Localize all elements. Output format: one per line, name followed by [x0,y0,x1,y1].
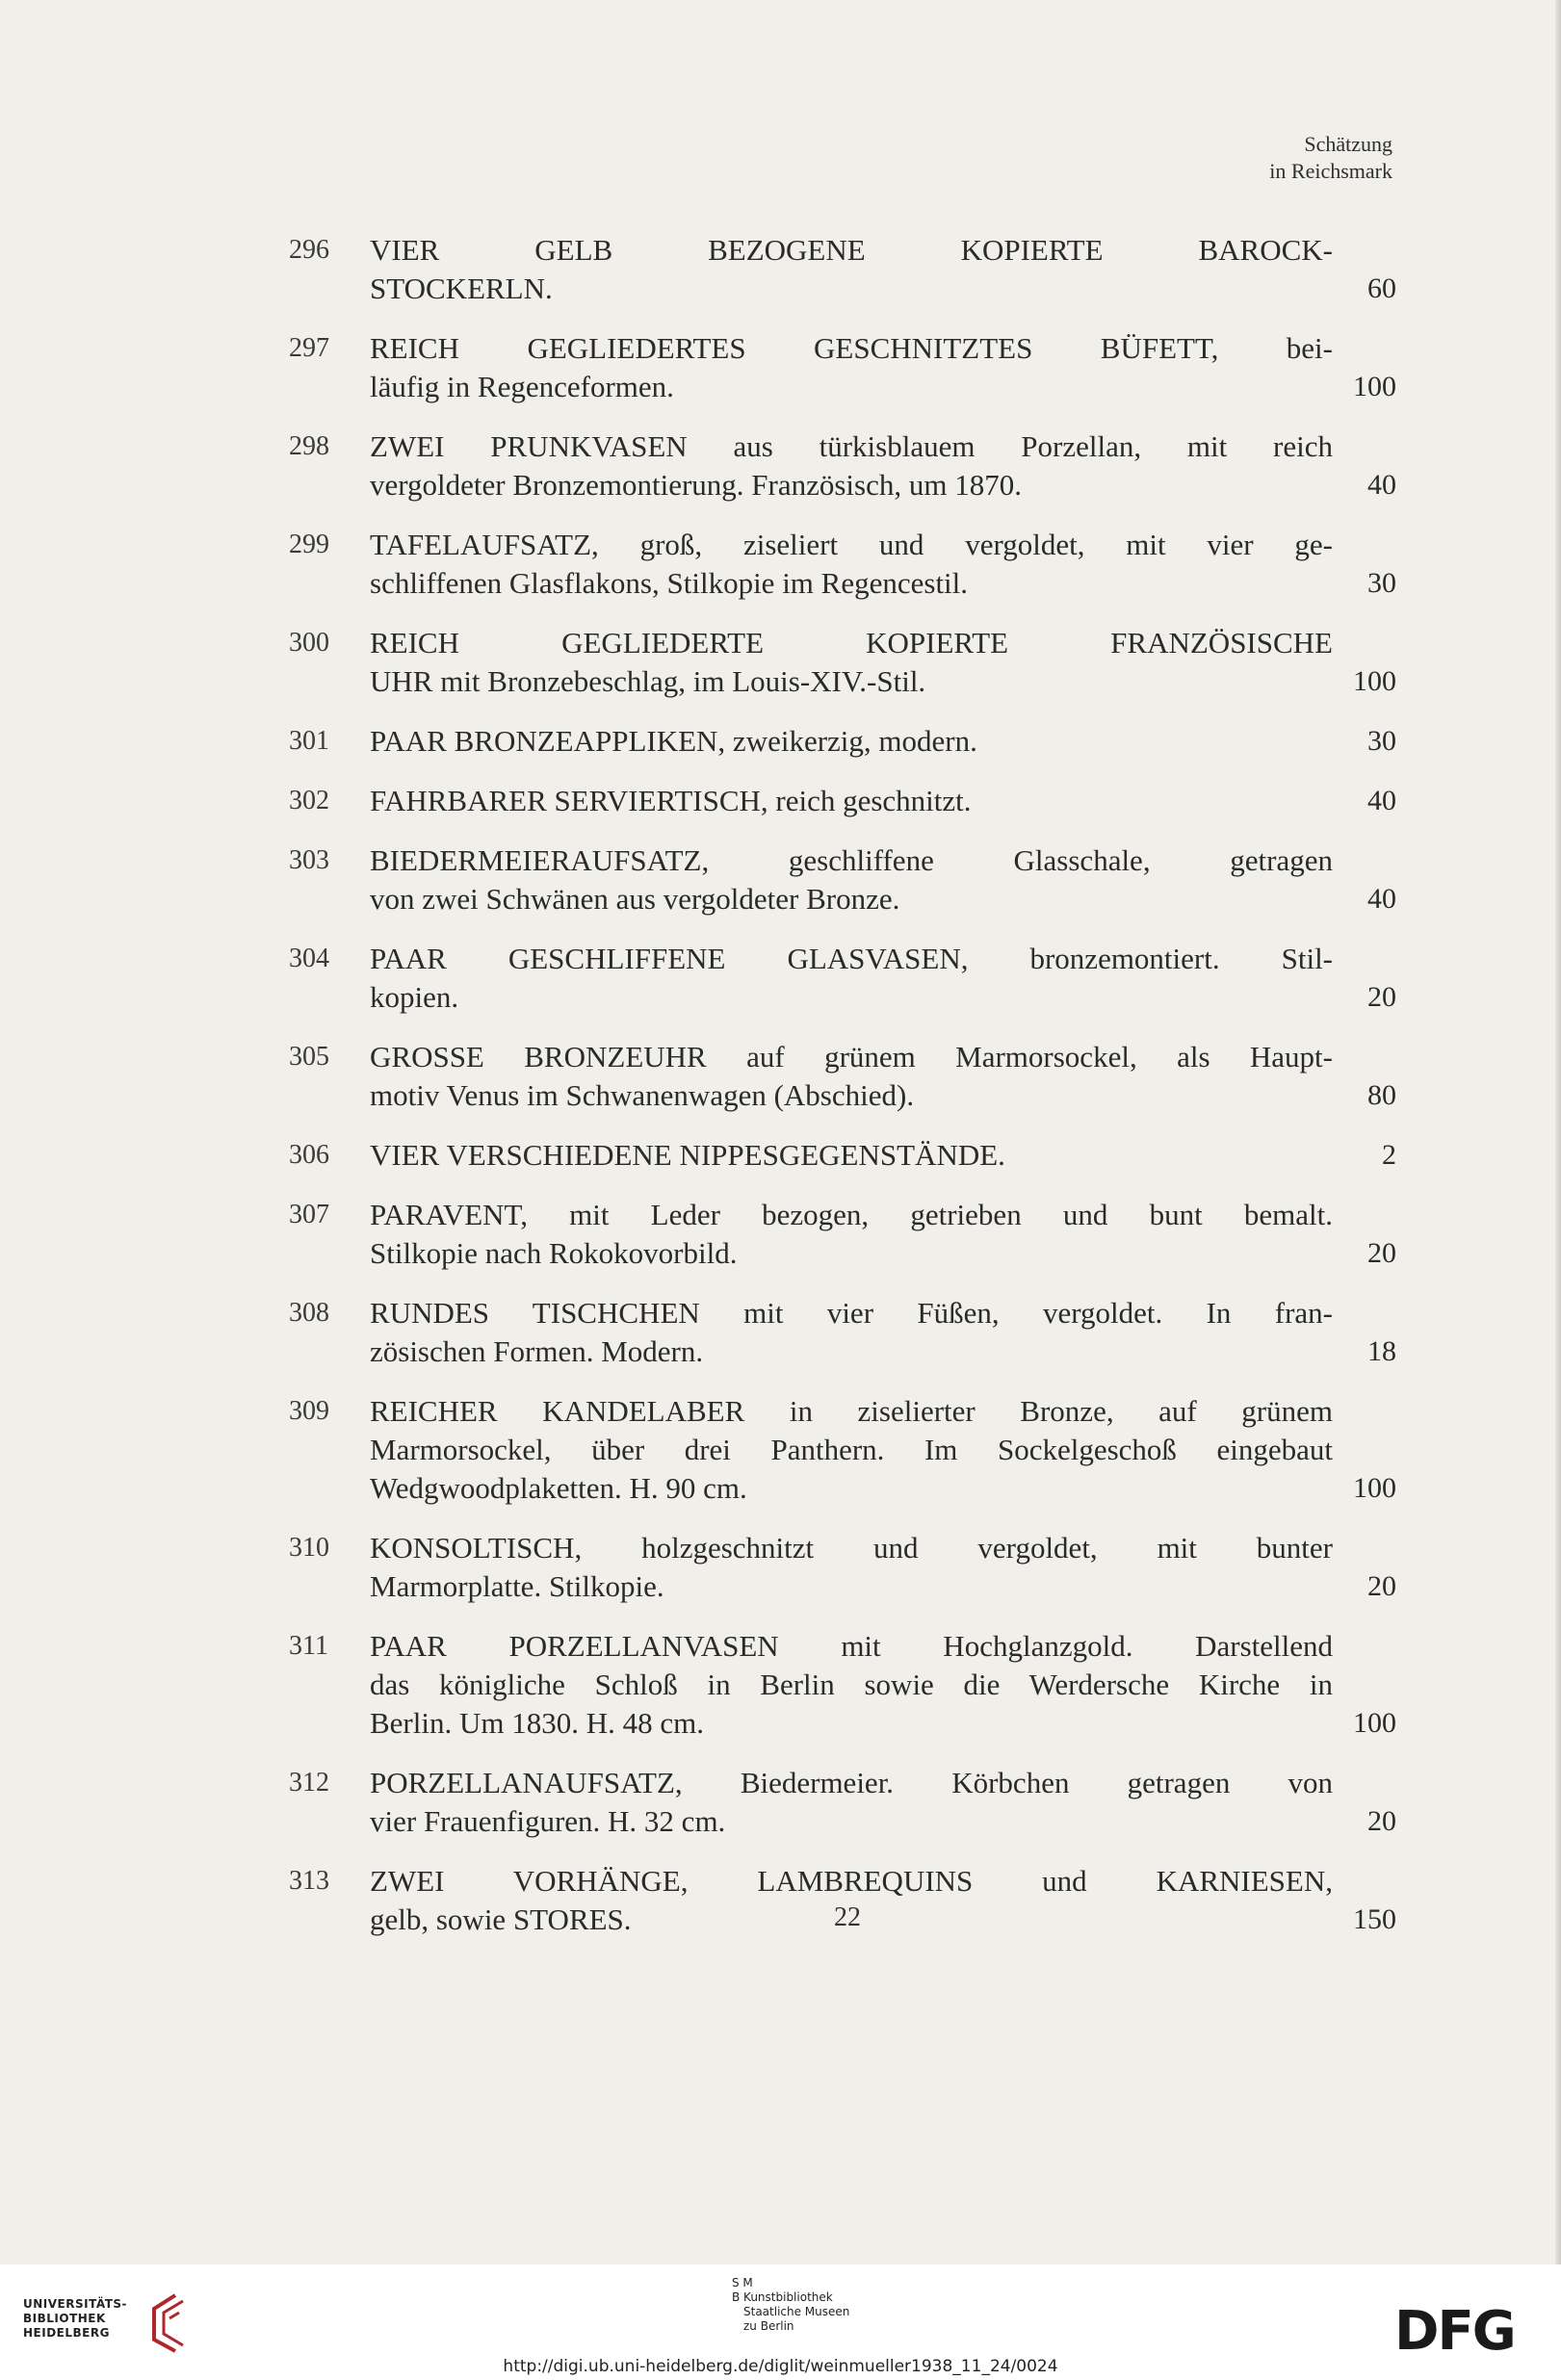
description-line: FAHRBARER SERVIERTISCH, reich geschnitzt. [370,784,972,817]
description-line: vier Frauenfiguren. H. 32 cm. [370,1804,726,1838]
lot-estimate: 60 [1367,272,1396,304]
lot-number: 305 [289,1042,329,1072]
lot-estimate: 30 [1367,725,1396,757]
description-line: das königliche Schloß in Berlin sowie die Werdersche Kirche in [370,1668,1333,1701]
description-line: BIEDERMEIERAUFSATZ, geschliffene Glasschale, getragen [370,843,1333,877]
smb-logo-line: B Kunstbibliothek [732,2290,833,2304]
lot-estimate: 100 [1353,1707,1396,1739]
lot-number: 313 [289,1866,329,1896]
description-line: zösischen Formen. Modern. [370,1334,704,1368]
catalog-entry [289,1294,1396,1371]
lot-estimate: 40 [1367,469,1396,501]
description-line: RUNDES TISCHCHEN mit vier Füßen, vergoldet. In fran- [370,1296,1333,1330]
ub-logo-text [23,2297,127,2341]
lot-estimate: 30 [1367,567,1396,599]
lot-estimate: 100 [1353,371,1396,402]
description-line: TAFELAUFSATZ, groß, ziseliert und vergoldet, mit vier ge- [370,528,1333,561]
ub-heidelberg-logo[interactable] [23,2297,206,2355]
description-line: KONSOLTISCH, holzgeschnitzt und vergoldet, mit bunter [370,1531,1333,1565]
lot-number: 297 [289,333,329,363]
lot-description [370,329,1333,406]
smb-logo-line: Staatliche Museen [743,2305,850,2318]
description-line: GROSSE BRONZEUHR auf grünem Marmorsockel, als Haupt- [370,1040,1333,1074]
description-line: schliffenen Glasflakons, Stilkopie im Regencestil. [370,566,969,600]
lot-number: 310 [289,1533,329,1563]
lot-description [370,722,1333,761]
estimate-column-header [1269,131,1392,185]
lot-description [370,1136,1333,1175]
description-line: Berlin. Um 1830. H. 48 cm. [370,1706,704,1740]
catalog-entry [289,841,1396,918]
catalog-entry [289,722,1396,761]
lot-description [370,940,1333,1017]
lot-number: 306 [289,1140,329,1170]
lot-number: 312 [289,1768,329,1798]
description-line: von zwei Schwänen aus vergoldeter Bronze. [370,882,900,916]
estimate-header-line-2: in Reichsmark [1269,159,1392,183]
description-line: Marmorplatte. Stilkopie. [370,1569,664,1603]
lot-description [370,1196,1333,1273]
catalog-entry [289,1196,1396,1273]
lot-estimate: 18 [1367,1335,1396,1367]
description-line: vergoldeter Bronzemontierung. Französisch, um 1870. [370,468,1022,502]
description-line: REICHER KANDELABER in ziselierter Bronze, auf grünem [370,1394,1333,1428]
catalog-entry [289,329,1396,406]
description-line: läufig in Regenceformen. [370,370,674,403]
lot-description [370,841,1333,918]
description-line: PAAR GESCHLIFFENE GLASVASEN, bronzemontiert. Stil- [370,942,1333,975]
ub-logo-line: UNIVERSITÄTS- [23,2297,128,2311]
lot-estimate: 40 [1367,883,1396,915]
lot-number: 296 [289,235,329,265]
smb-kunstbibliothek-logo[interactable] [732,2276,849,2334]
description-line: PAAR BRONZEAPPLIKEN, zweikerzig, modern. [370,724,977,758]
description-line: STOCKERLN. [370,272,553,305]
lot-number: 304 [289,944,329,973]
description-line: PARAVENT, mit Leder bezogen, getrieben und bunt bemalt. [370,1198,1333,1231]
lot-number: 302 [289,786,329,815]
lot-estimate: 100 [1353,1472,1396,1504]
catalog-entry [289,940,1396,1017]
estimate-header-line-1: Schätzung [1304,132,1392,156]
lot-description [370,231,1333,308]
catalog-entry [289,1764,1396,1841]
description-line: UHR mit Bronzebeschlag, im Louis-XIV.-Stil. [370,664,926,698]
ub-bracket-icon [146,2291,189,2353]
lot-estimate: 20 [1367,1237,1396,1269]
dfg-logo[interactable]: DFG [1394,2300,1515,2363]
lot-estimate: 20 [1367,1805,1396,1837]
lot-description [370,1038,1333,1115]
description-line: REICH GEGLIEDERTES GESCHNITZTES BÜFETT, bei- [370,331,1333,365]
lot-number: 300 [289,628,329,658]
lot-description [370,1392,1333,1508]
lot-number: 309 [289,1396,329,1426]
catalog-entry [289,231,1396,308]
ub-logo-line: BIBLIOTHEK [23,2312,106,2325]
permalink-url[interactable]: http://digi.ub.uni-heidelberg.de/diglit/weinmueller1938_11_24/0024 [503,2357,1058,2376]
lot-description [370,526,1333,603]
description-line: VIER VERSCHIEDENE NIPPESGEGENSTÄNDE. [370,1138,1005,1172]
description-line: VIER GELB BEZOGENE KOPIERTE BAROCK- [370,233,1333,267]
description-line: Wedgwoodplaketten. H. 90 cm. [370,1471,747,1505]
lot-number: 311 [289,1631,328,1661]
catalog-entries [289,210,1396,1939]
description-line: ZWEI VORHÄNGE, LAMBREQUINS und KARNIESEN, [370,1864,1333,1898]
footer-bar [0,2264,1561,2380]
lot-number: 308 [289,1298,329,1328]
catalog-entry [289,1392,1396,1508]
catalog-entry [289,526,1396,603]
lot-estimate: 2 [1382,1139,1396,1171]
description-line: kopien. [370,980,459,1014]
smb-logo-mark: S M [732,2276,753,2289]
lot-number: 307 [289,1200,329,1229]
lot-number: 298 [289,431,329,461]
lot-estimate: 20 [1367,981,1396,1013]
lot-estimate: 100 [1353,665,1396,697]
lot-description [370,1529,1333,1606]
lot-description [370,427,1333,504]
page-number: 22 [834,1902,861,1932]
catalog-entry [289,1627,1396,1743]
catalog-entry [289,1529,1396,1606]
lot-estimate: 40 [1367,785,1396,816]
smb-logo-line: zu Berlin [743,2319,794,2333]
description-line: REICH GEGLIEDERTE KOPIERTE FRANZÖSISCHE [370,626,1333,660]
lot-number: 299 [289,530,329,559]
lot-estimate: 80 [1367,1079,1396,1111]
description-line: PAAR PORZELLANVASEN mit Hochglanzgold. Darstellend [370,1629,1333,1663]
description-line: gelb, sowie STORES. [370,1902,632,1936]
description-line: motiv Venus im Schwanenwagen (Abschied). [370,1078,915,1112]
description-line: PORZELLANAUFSATZ, Biedermeier. Körbchen getragen von [370,1766,1333,1799]
lot-description [370,1294,1333,1371]
ub-logo-line: HEIDELBERG [23,2326,110,2340]
catalog-entry [289,427,1396,504]
description-line: ZWEI PRUNKVASEN aus türkisblauem Porzellan, mit reich [370,429,1333,463]
catalog-entry [289,1136,1396,1175]
lot-number: 303 [289,845,329,875]
lot-description [370,1627,1333,1743]
description-line: Stilkopie nach Rokokovorbild. [370,1236,738,1270]
lot-estimate: 20 [1367,1570,1396,1602]
lot-estimate: 150 [1353,1903,1396,1935]
lot-number: 301 [289,726,329,756]
catalog-entry [289,1038,1396,1115]
description-line: Marmorsockel, über drei Panthern. Im Sockelgeschoß eingebaut [370,1433,1333,1466]
lot-description [370,1764,1333,1841]
lot-description [370,624,1333,701]
catalog-entry [289,624,1396,701]
catalog-entry [289,782,1396,820]
lot-description [370,782,1333,820]
